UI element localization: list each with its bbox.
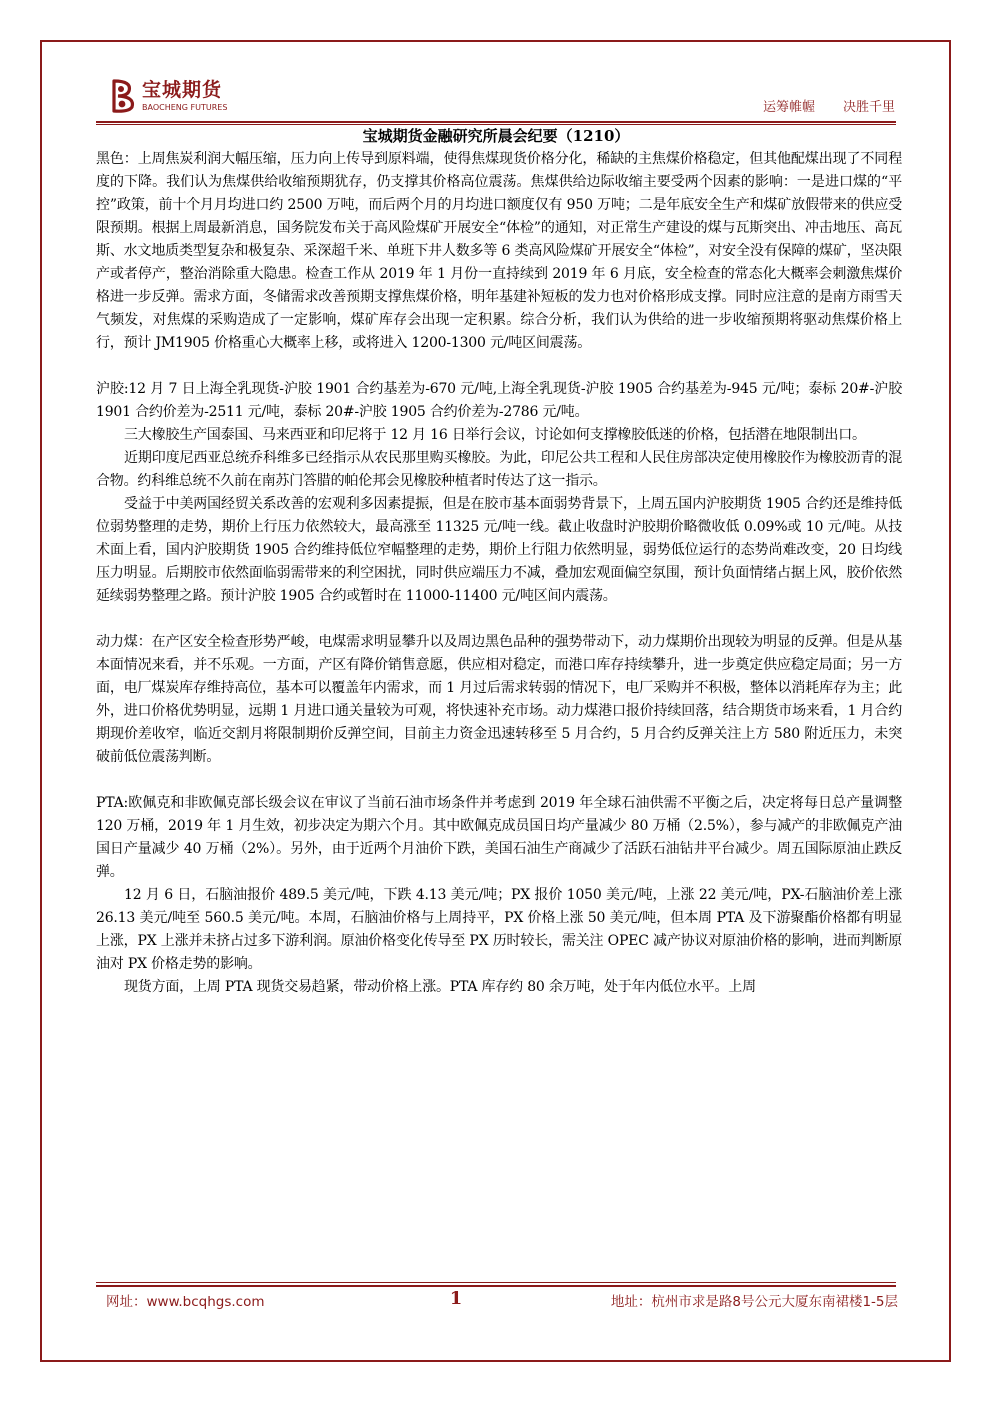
paragraph: 黑色：上周焦炭利润大幅压缩，压力向上传导到原料端，使得焦煤现货价格分化，稀缺的主焦煤价格稳定，但其他配煤出现了不同程度的下降。我们认为焦煤供给收缩预期犹存，仍支撑其价格高位震荡。焦煤供给边际收缩主要受两个因素的影响：一是进口煤的“平控”政策，前十个月月均进口约 2500 万吨，而后两个月的月均进口额度仅有 950 万吨；二是年底安全生产和煤矿放假带来的供应受限预期。根据上周最新消息，国务院发布关于高风险煤矿开展安全“体检”的通知，对正常生产建设的煤与瓦斯突出、冲击地压、高瓦斯、水文地质类型复杂和极复杂、采深超千米、单班下井人数多等 6 类高风险煤矿开展安全“体检”，对安全没有保障的煤矿，坚决限产或者停产，整治消除重大隐患。检查工作从 2019 年 1 月份一直持续到 2019 年 6 月底，安全检查的常态化大概率会刺激焦煤价格进一步反弹。需求方面，冬储需求改善预期支撑焦煤价格，明年基建补短板的发力也对价格形成支撑。同时应注意的是南方雨雪天气频发，对焦煤的采购造成了一定影响，煤矿库存会出现一定积累。综合分析，我们认为供给的进一步收缩预期将驱动焦煤价格上行，预计 JM1905 价格重心大概率上移，或将进入 1200-1300 元/吨区间震荡。: [96, 151, 902, 351]
slogan: [763, 100, 895, 116]
company-logo: [108, 78, 248, 120]
document-title: 宝城期货金融研究所晨会纪要（1210）: [362, 127, 630, 145]
slogan-part-2: 决胜千里: [842, 100, 895, 115]
logo-text-en: BAOCHENG FUTURES: [142, 103, 228, 112]
paragraph: 动力煤：在产区安全检查形势严峻，电煤需求明显攀升以及周边黑色品种的强势带动下，动力煤期价出现较为明显的反弹。但是从基本面情况来看，并不乐观。一方面，产区有降价销售意愿，供应相对稳定，而港口库存持续攀升，进一步奠定供应稳定局面；另一方面，电厂煤炭库存维持高位，基本可以覆盖年内需求，而 1 月过后需求转弱的情况下，电厂采购并不积极，整体以消耗库存为主；此外，进口价格优势明显，远期 1 月进口通关量较为可观，将快速补充市场。动力煤港口报价持续回落，结合期货市场来看，1 月合约期现价差收窄，临近交割月将限制期价反弹空间，目前主力资金迅速转移至 5 月合约，5 月合约反弹关注上方 580 附近压力，未突破前低位震荡判断。: [96, 634, 902, 765]
footer-rule-thick: [96, 1285, 896, 1287]
paragraph: 12 月 6 日，石脑油报价 489.5 美元/吨，下跌 4.13 美元/吨；PX 报价 1050 美元/吨，上涨 22 美元/吨，PX-石脑油价差上涨 26.13 美元/吨至 560.5 美元/吨。本周，石脑油价格与上周持平，PX 价格上涨 50 美元/吨，但本周 PTA 及下游聚酯价格都有明显上涨，PX 上涨并未挤占过多下游利润。原油价格变化传导至 PX 历时较长，需关注 OPEC 减产协议对原油价格的影响，进而判断原油对 PX 价格走势的影响。: [96, 887, 902, 972]
logo-b-icon: [108, 78, 138, 114]
logo-text-cn: 宝城期货: [142, 79, 223, 101]
paragraph: PTA:欧佩克和非欧佩克部长级会议在审议了当前石油市场条件并考虑到 2019 年全球石油供需不平衡之后，决定将每日总产量调整 120 万桶，2019 年 1 月生效，初步决定为期六个月。其中欧佩克成员国日均产量减少 80 万桶（2.5%），参与减产的非欧佩克产油国日产量减少 40 万桶（2%）。另外，由于近两个月油价下跌，美国石油生产商减少了活跃石油钻井平台减少。周五国际原油止跌反弹。: [96, 795, 902, 880]
paragraph: 三大橡胶生产国泰国、马来西亚和印尼将于 12 月 16 日举行会议，讨论如何支撑橡胶低迷的价格，包括潜在地限制出口。: [124, 427, 866, 443]
paragraph: 现货方面，上周 PTA 现货交易趋紧，带动价格上涨。PTA 库存约 80 余万吨，处于年内低位水平。上周: [124, 979, 756, 995]
document-body: [96, 148, 902, 999]
paragraph: 沪胶:12 月 7 日上海全乳现货-沪胶 1901 合约基差为-670 元/吨,上海全乳现货-沪胶 1905 合约基差为-945 元/吨；泰标 20#-沪胶 1901 合约价差为-2511 元/吨，泰标 20#-沪胶 1905 合约价差为-2786 元/吨。: [96, 381, 902, 420]
paragraph: 近期印度尼西亚总统乔科维多已经指示从农民那里购买橡胶。为此，印尼公共工程和人民住房部决定使用橡胶作为橡胶沥青的混合物。约科维总统不久前在南苏门答腊的帕伦邦会见橡胶种植者时传达了这一指示。: [96, 450, 902, 489]
header-rule-thick: [96, 121, 896, 123]
footer-rule-thin: [96, 1282, 896, 1283]
footer-website: 网址：www.bcqhgs.com: [106, 1294, 265, 1310]
page-number: 1: [449, 1288, 463, 1309]
footer-address: 地址：杭州市求是路8号公元大厦东南裙楼1-5层: [610, 1294, 898, 1310]
slogan-part-1: 运筹帷幄: [762, 100, 815, 115]
header-rule-thin: [96, 124, 896, 125]
paragraph: 受益于中美两国经贸关系改善的宏观利多因素提振，但是在胶市基本面弱势背景下，上周五国内沪胶期货 1905 合约还是维持低位弱势整理的走势，期价上行压力依然较大，最高涨至 11325 元/吨一线。截止收盘时沪胶期价略微收低 0.09%或 10 元/吨。从技术面上看，国内沪胶期货 1905 合约维持低位窄幅整理的走势，期价上行阻力依然明显，弱势低位运行的态势尚难改变，20 日均线压力明显。后期胶市依然面临弱需带来的利空困扰，同时供应端压力不减，叠加宏观面偏空氛围，预计负面情绪占据上风，胶价依然延续弱势整理之路。预计沪胶 1905 合约或暂时在 11000-11400 元/吨区间内震荡。: [96, 496, 902, 604]
